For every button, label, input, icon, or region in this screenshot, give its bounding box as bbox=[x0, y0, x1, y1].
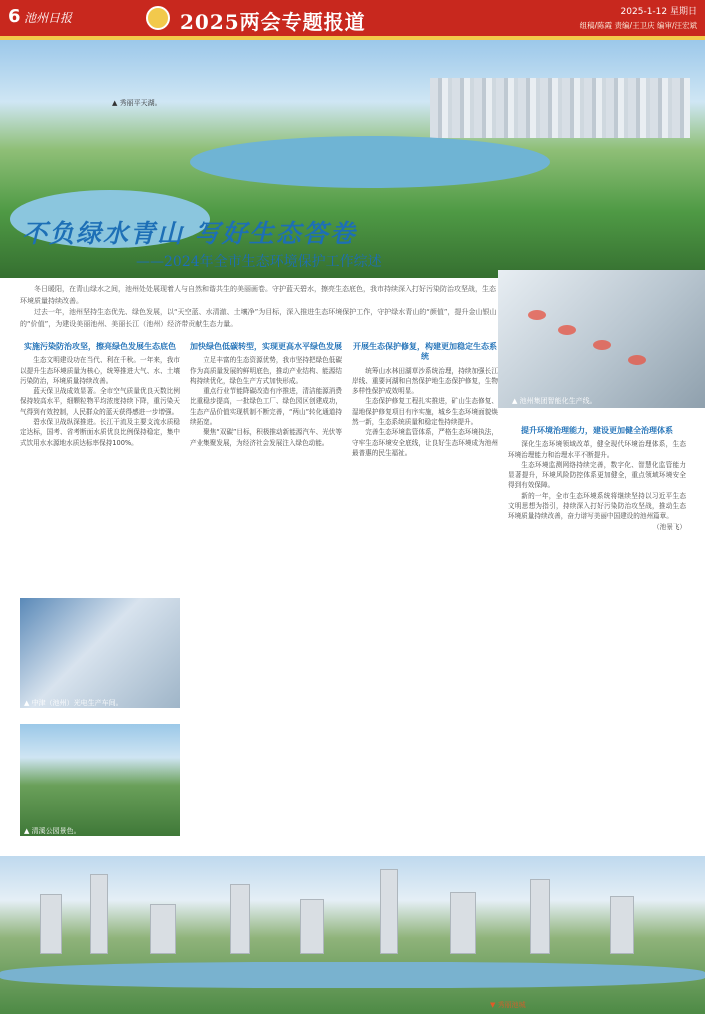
page-title: 2025两会专题报道 bbox=[180, 10, 366, 34]
city-skyline bbox=[430, 78, 690, 138]
paragraph: 深化生态环境领域改革，健全现代环境治理体系，生态环境治理能力和治理水平不断提升。 bbox=[508, 440, 686, 459]
factory-photo bbox=[20, 598, 180, 708]
paragraph: 完善生态环境监管体系，严格生态环境执法，守牢生态环境安全底线，让良好生态环境成为池州最普惠的民生福祉。 bbox=[352, 428, 498, 457]
headline: 不负绿水青山 写好生态答卷 bbox=[22, 219, 357, 248]
page-number: 6 bbox=[8, 6, 21, 27]
emblem-icon bbox=[146, 6, 170, 30]
masthead-logo: 池州日报 bbox=[24, 11, 73, 25]
paragraph: 生态环境监测网络持续完善，数字化、智慧化监管能力显著提升，环境风险防控体系更加健全，重点领域环境安全得到有效保障。 bbox=[508, 460, 686, 490]
lake-shape bbox=[190, 136, 550, 188]
paragraph: 蓝天保卫战成效显著。全市空气质量优良天数比例保持较高水平，细颗粒物平均浓度持续下降，重污染天气得到有效控制，人民群众的蓝天获得感进一步增强。 bbox=[20, 387, 180, 416]
city-panorama-photo bbox=[0, 856, 705, 1014]
article-column-4 bbox=[508, 422, 686, 842]
section-title: 提升环境治理能力，建设更加健全治理体系 bbox=[521, 426, 673, 435]
section-title: 开展生态保护修复，构建更加稳定生态系统 bbox=[353, 342, 497, 362]
lead-summary: 过去一年，池州坚持生态优先、绿色发展，以“天空蓝、水清澈、土壤净”为目标，深入推进生态环境保护工作，守护绿水青山的“颜值”，提升金山银山的“价值”，为建设美丽池州、美丽长江（池州）经济带贡献生态力量。 bbox=[20, 308, 497, 328]
article-column-2 bbox=[190, 338, 342, 858]
article-column-1 bbox=[20, 338, 180, 596]
lab-photo bbox=[498, 270, 705, 408]
river-caption: ▲ 清溪公园景色。 bbox=[24, 827, 81, 835]
paragraph: 聚焦“双碳”目标，积极推动新能源汽车、光伏等产业集聚发展，为经济社会发展注入绿色动能。 bbox=[190, 428, 342, 447]
lab-caption: ▲ 池州集团智能化生产线。 bbox=[512, 397, 597, 405]
paragraph: 生态文明建设功在当代、利在千秋。一年来，我市以提升生态环境质量为核心，统筹推进大气、水、土壤污染防治，环境质量持续改善。 bbox=[20, 356, 180, 385]
subheadline: ——2024年全市生态环境保护工作综述 bbox=[136, 254, 382, 270]
article-column-3 bbox=[352, 338, 498, 858]
paragraph: 重点行业节能降碳改造有序推进，清洁能源消费比重稳步提高，一批绿色工厂、绿色园区创建成功，生态产品价值实现机制不断完善，“两山”转化通道持续拓宽。 bbox=[190, 387, 342, 427]
lead-text: 冬日暖阳，在青山绿水之间，池州处处展现着人与自然和谐共生的美丽画卷。守护蓝天碧水，擦亮生态底色，我市持续深入打好污染防治攻坚战，生态环境质量持续改善。 bbox=[20, 285, 496, 305]
section-title: 实施污染防治攻坚，擦亮绿色发展生态底色 bbox=[24, 342, 176, 351]
editor-credits: 组稿/陈霞 责编/王卫庆 编审/汪宏斌 bbox=[579, 21, 697, 30]
river-shape bbox=[0, 962, 705, 988]
author-signoff: （池景飞） bbox=[653, 522, 686, 531]
section-title: 加快绿色低碳转型，实现更高水平绿色发展 bbox=[190, 342, 342, 351]
paragraph: 生态保护修复工程扎实推进，矿山生态修复、湿地保护修复项目有序实施，城乡生态环境面貌焕然一新，生态系统质量和稳定性持续提升。 bbox=[352, 397, 498, 427]
bottom-caption: ▼ 秀丽池城 bbox=[490, 1001, 526, 1009]
issue-date: 2025-1-12 星期日 bbox=[620, 7, 697, 17]
factory-caption: ▲ 中津（池州）光电生产车间。 bbox=[24, 699, 123, 707]
paragraph: 统筹山水林田湖草沙系统治理，持续加强长江岸线、重要河湖和自然保护地生态保护修复，生物多样性保护成效明显。 bbox=[352, 366, 498, 396]
paragraph: 新的一年，全市生态环境系统将继续坚持以习近平生态文明思想为指引，持续深入打好污染防治攻坚战，推动生态环境质量持续改善，奋力谱写美丽中国建设的池州篇章。 bbox=[508, 491, 686, 521]
paragraph: 立足丰富的生态资源优势，我市坚持把绿色低碳作为高质量发展的鲜明底色，推动产业结构、能源结构持续优化，绿色生产方式加快形成。 bbox=[190, 356, 342, 385]
river-photo bbox=[20, 724, 180, 836]
paragraph: 碧水保卫战纵深推进。长江干流及主要支流水质稳定达标，国考、省考断面水质优良比例保持稳定，集中式饮用水水源地水质达标率保持100%。 bbox=[20, 418, 180, 447]
hero-caption: ▲ 秀丽平天湖。 bbox=[112, 99, 162, 107]
lead-paragraph bbox=[20, 284, 498, 330]
